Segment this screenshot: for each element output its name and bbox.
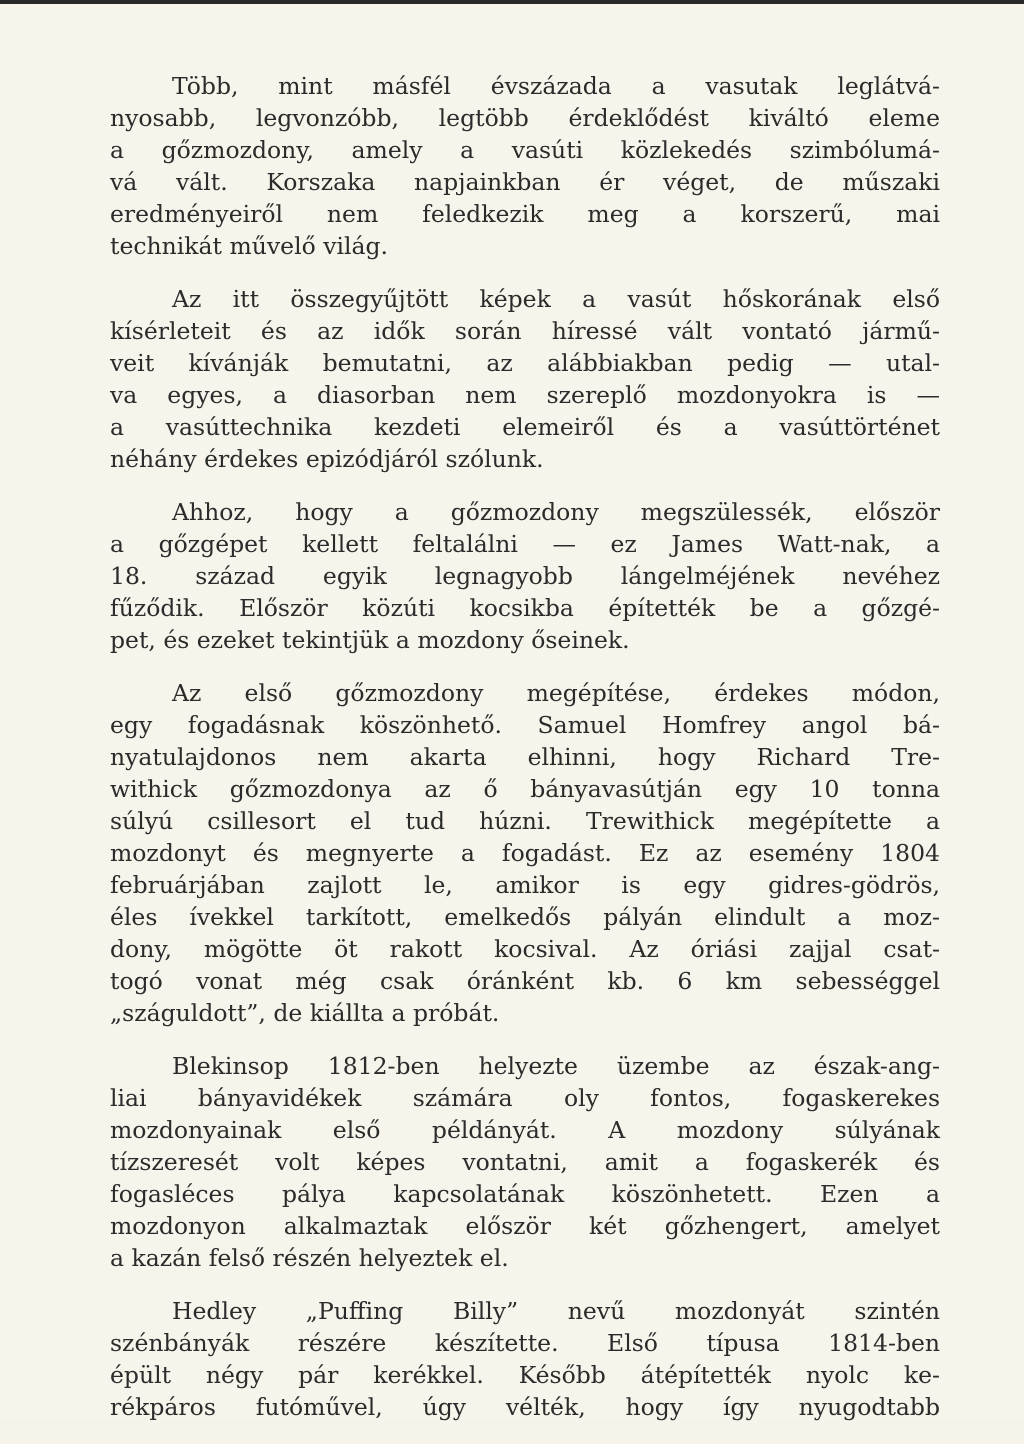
top-edge-rule (0, 0, 1024, 4)
text-line: pet, és ezeket tekintjük a mozdony őseinek. (110, 626, 630, 654)
text-line: fűződik. Először közúti kocsikba építették be a gőzgé- (110, 594, 940, 622)
text-line: withick gőzmozdonya az ő bányavasútján egy 10 tonna (110, 775, 940, 803)
text-line: Hedley „Puffing Billy” nevű mozdonyát szintén (172, 1297, 940, 1325)
paragraph-2 (110, 283, 940, 475)
text-line: a vasúttechnika kezdeti elemeiről és a vasúttörténet (110, 413, 940, 441)
text-line: technikát művelő világ. (110, 232, 389, 260)
text-line: mozdonyon alkalmaztak először két gőzhengert, amelyet (110, 1212, 940, 1240)
text-line: épült négy pár kerékkel. Később átépítették nyolc ke- (110, 1361, 940, 1389)
text-line: mozdonyt és megnyerte a fogadást. Ez az esemény 1804 (110, 839, 940, 867)
body-text-column (110, 70, 940, 1444)
text-line: rékpáros futóművel, úgy vélték, hogy így nyugodtabb (110, 1393, 940, 1421)
text-line: „száguldott”, de kiállta a próbát. (110, 999, 500, 1027)
text-line: vá vált. Korszaka napjainkban ér véget, de műszaki (110, 168, 940, 196)
text-line: fogasléces pálya kapcsolatának köszönhetett. Ezen a (110, 1180, 940, 1208)
text-line: togó vonat még csak óránként kb. 6 km sebességgel (110, 967, 940, 995)
text-line: Több, mint másfél évszázada a vasutak leglátvá- (172, 72, 940, 100)
paragraph-5 (110, 1050, 940, 1274)
text-line: 18. század egyik legnagyobb lángelméjének nevéhez (110, 562, 940, 590)
text-line: a kazán felső részén helyeztek el. (110, 1244, 509, 1272)
text-line: éles ívekkel tarkított, emelkedős pályán elindult a moz- (110, 903, 940, 931)
text-line: egy fogadásnak köszönhető. Samuel Homfrey angol bá- (110, 711, 940, 739)
text-line: a gőzmozdony, amely a vasúti közlekedés szimbólumá- (110, 136, 940, 164)
text-line: veit kívánják bemutatni, az alábbiakban pedig — utal- (110, 349, 940, 377)
text-line: eredményeiről nem feledkezik meg a korszerű, mai (110, 200, 940, 228)
text-line: liai bányavidékek számára oly fontos, fogaskerekes (110, 1084, 940, 1112)
text-line: Ahhoz, hogy a gőzmozdony megszülessék, először (172, 498, 940, 526)
text-line: mozdonyainak első példányát. A mozdony súlyának (110, 1116, 940, 1144)
text-line: Az itt összegyűjtött képek a vasút hőskorának első (172, 285, 940, 313)
text-line: súlyú csillesort el tud húzni. Trewithick megépítette a (110, 807, 940, 835)
text-line: a gőzgépet kellett feltalálni — ez James Watt-nak, a (110, 530, 940, 558)
paragraph-4 (110, 677, 940, 1029)
paragraph-6 (110, 1295, 940, 1423)
text-line: va egyes, a diasorban nem szereplő mozdonyokra is — (110, 381, 940, 409)
text-line: dony, mögötte öt rakott kocsival. Az óriási zajjal csat- (110, 935, 940, 963)
text-line: szénbányák részére készítette. Első típusa 1814-ben (110, 1329, 940, 1357)
paragraph-3 (110, 496, 940, 656)
paragraph-1 (110, 70, 940, 262)
text-line: tízszeresét volt képes vontatni, amit a fogaskerék és (110, 1148, 940, 1176)
text-line: néhány érdekes epizódjáról szólunk. (110, 445, 544, 473)
text-line: Az első gőzmozdony megépítése, érdekes módon, (172, 679, 940, 707)
text-line: nyosabb, legvonzóbb, legtöbb érdeklődést kiváltó eleme (110, 104, 940, 132)
text-line: februárjában zajlott le, amikor is egy gidres-gödrös, (110, 871, 940, 899)
text-line: kísérleteit és az idők során híressé vált vontató jármű- (110, 317, 940, 345)
text-line: Blekinsop 1812-ben helyezte üzembe az észak-ang- (172, 1052, 940, 1080)
text-line: nyatulajdonos nem akarta elhinni, hogy Richard Tre- (110, 743, 940, 771)
